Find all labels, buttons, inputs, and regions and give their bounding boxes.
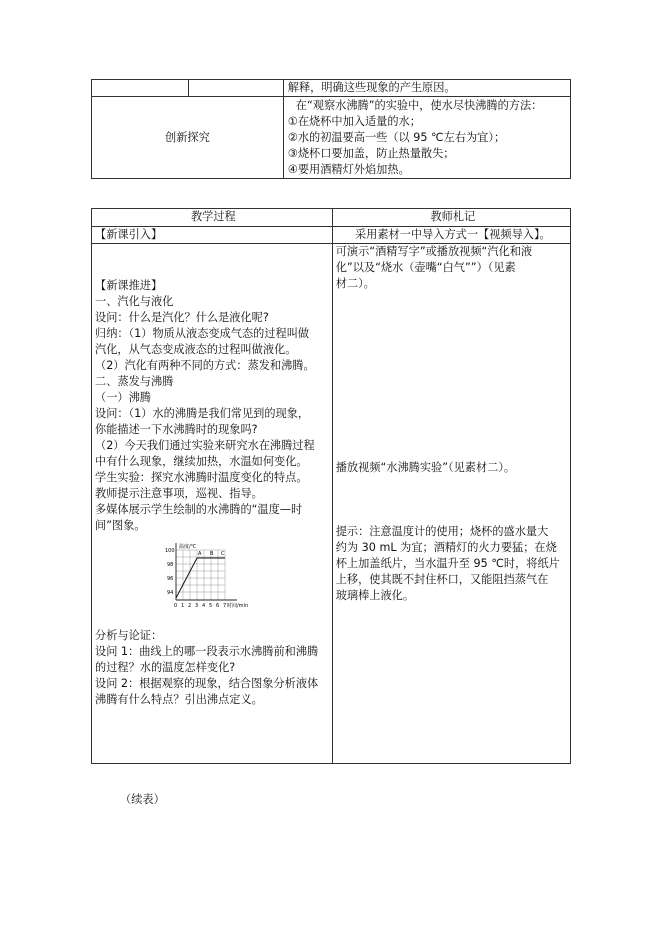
process-left-cell [92,244,333,764]
process-line: （2）汽化有两种不同的方式：蒸发和沸腾。 [95,359,315,372]
process-line: 你能描述一下水沸腾时的现象吗? [95,423,258,436]
note-line: 可演示“酒精写字”或播放视频“汽化和液 [335,245,533,258]
note-line: 化”以及“烧水（壶嘴“白气””）（见素 [335,261,516,274]
analysis-line: 沸腾有什么特点？引出沸点定义。 [95,693,263,706]
header-teacher-notes [332,209,570,227]
method-item: ④要用酒精灯外焰加热。 [287,163,410,176]
graph-x-tick: 1 [181,603,185,609]
explanation-cell [283,80,570,97]
section-heading: （一）沸腾 [95,391,151,404]
intro-right-text: 采用素材一中导入方式一【视频导入】。 [354,228,551,241]
summary-table [91,79,571,179]
method-item: ③烧杯口要加盖，防止热量散失； [287,147,455,160]
graph-x-tick: 2 [188,603,192,609]
intro-left-cell [92,227,333,244]
graph-x-tick: 5 [209,603,213,609]
graph-y-tick: 94 [167,590,174,596]
process-line: 中有什么现象，继续加热，水温如何变化。 [95,455,308,468]
intro-right-cell [332,227,570,244]
graph-point-label: A [198,551,202,557]
header-teaching-process [92,209,333,227]
note-line: 杯上加盖纸片，当水温升至 95 ℃时，将纸片 [335,557,560,570]
innovation-label: 创新探究 [165,130,210,144]
note-line: 播放视频“水沸腾实验”（见素材二）。 [335,461,516,474]
process-line: 归纳：（1）物质从液态变成气态的过程叫做 [95,327,310,340]
empty-cell [92,80,189,97]
graph-x-tick: 4 [202,603,206,609]
graph-point-label: C [221,551,225,557]
method-item: ②水的初温要高一些（以 95 ℃左右为宜）； [287,131,506,144]
process-line: 间”图象。 [95,519,146,532]
graph-x-tick: 3 [195,603,199,609]
graph-point-label: B [210,551,214,557]
graph-y-tick: 96 [167,576,174,582]
temperature-time-graph [165,540,260,612]
process-line: 教师提示注意事项，巡视、指导。 [95,487,263,500]
note-line: 上移，使其既不封住杯口，又能阻挡蒸气在 [335,573,549,586]
graph-x-tick: 6 [216,603,220,609]
process-line: 设问：（1）水的沸腾是我们常见到的现象， [95,407,310,420]
note-line: 约为 30 mL 为宜；酒精灯的火力要猛；在烧 [335,541,557,554]
explanation-text: 解释，明确这些现象的产生原因。 [287,81,456,94]
innovation-label-cell [92,97,284,179]
graph-x-label: 时间/min [227,603,249,609]
analysis-line: 设问 1：曲线上的哪一段表示水沸腾前和沸腾 [95,645,319,658]
note-line: 材二）。 [335,277,375,290]
process-line: 设问：什么是汽化？什么是液化呢? [95,311,269,324]
graph-y-label: 温度/℃ [179,544,197,550]
graph-axes [176,543,237,600]
empty-cell [189,80,283,97]
teaching-process-table [91,208,571,764]
notes-right-cell [332,244,570,764]
method-item: ①在烧杯中加入适量的水； [287,115,421,128]
graph-x-tick: 7 [223,603,227,609]
intro-left-text: 【新课引入】 [95,228,163,241]
continued-label: （续表） [120,793,165,806]
section-heading: 一、汽化与液化 [95,295,174,308]
analysis-line: 设问 2：根据观察的现象，结合图象分析液体 [95,677,319,690]
header-left-text: 教学过程 [190,210,236,223]
header-right-text: 教师札记 [430,210,476,223]
process-line: 多媒体展示学生绘制的水沸腾的“温度—时 [95,503,303,516]
innovation-content-cell [283,97,570,179]
graph-x-tick: 0 [174,603,178,609]
process-line: 学生实验：探究水沸腾时温度变化的特点。 [95,471,308,484]
section-heading: 【新课推进】 [95,279,163,292]
section-heading: 二、蒸发与沸腾 [95,375,174,388]
analysis-line: 的过程？水的温度怎样变化? [95,661,236,674]
graph-y-tick: 98 [167,562,174,568]
note-line: 提示：注意温度计的使用；烧杯的盛水量大 [335,525,549,538]
process-line: （2）今天我们通过实验来研究水在沸腾过程 [95,439,315,452]
process-line: 汽化，从气态变成液态的过程叫做液化。 [95,343,297,356]
note-line: 玻璃棒上液化。 [335,589,415,602]
method-intro: 在“观察水沸腾”的实验中，使水尽快沸腾的方法： [295,99,543,112]
analysis-heading: 分析与论证： [95,629,163,642]
graph-y-tick: 100 [165,548,175,554]
